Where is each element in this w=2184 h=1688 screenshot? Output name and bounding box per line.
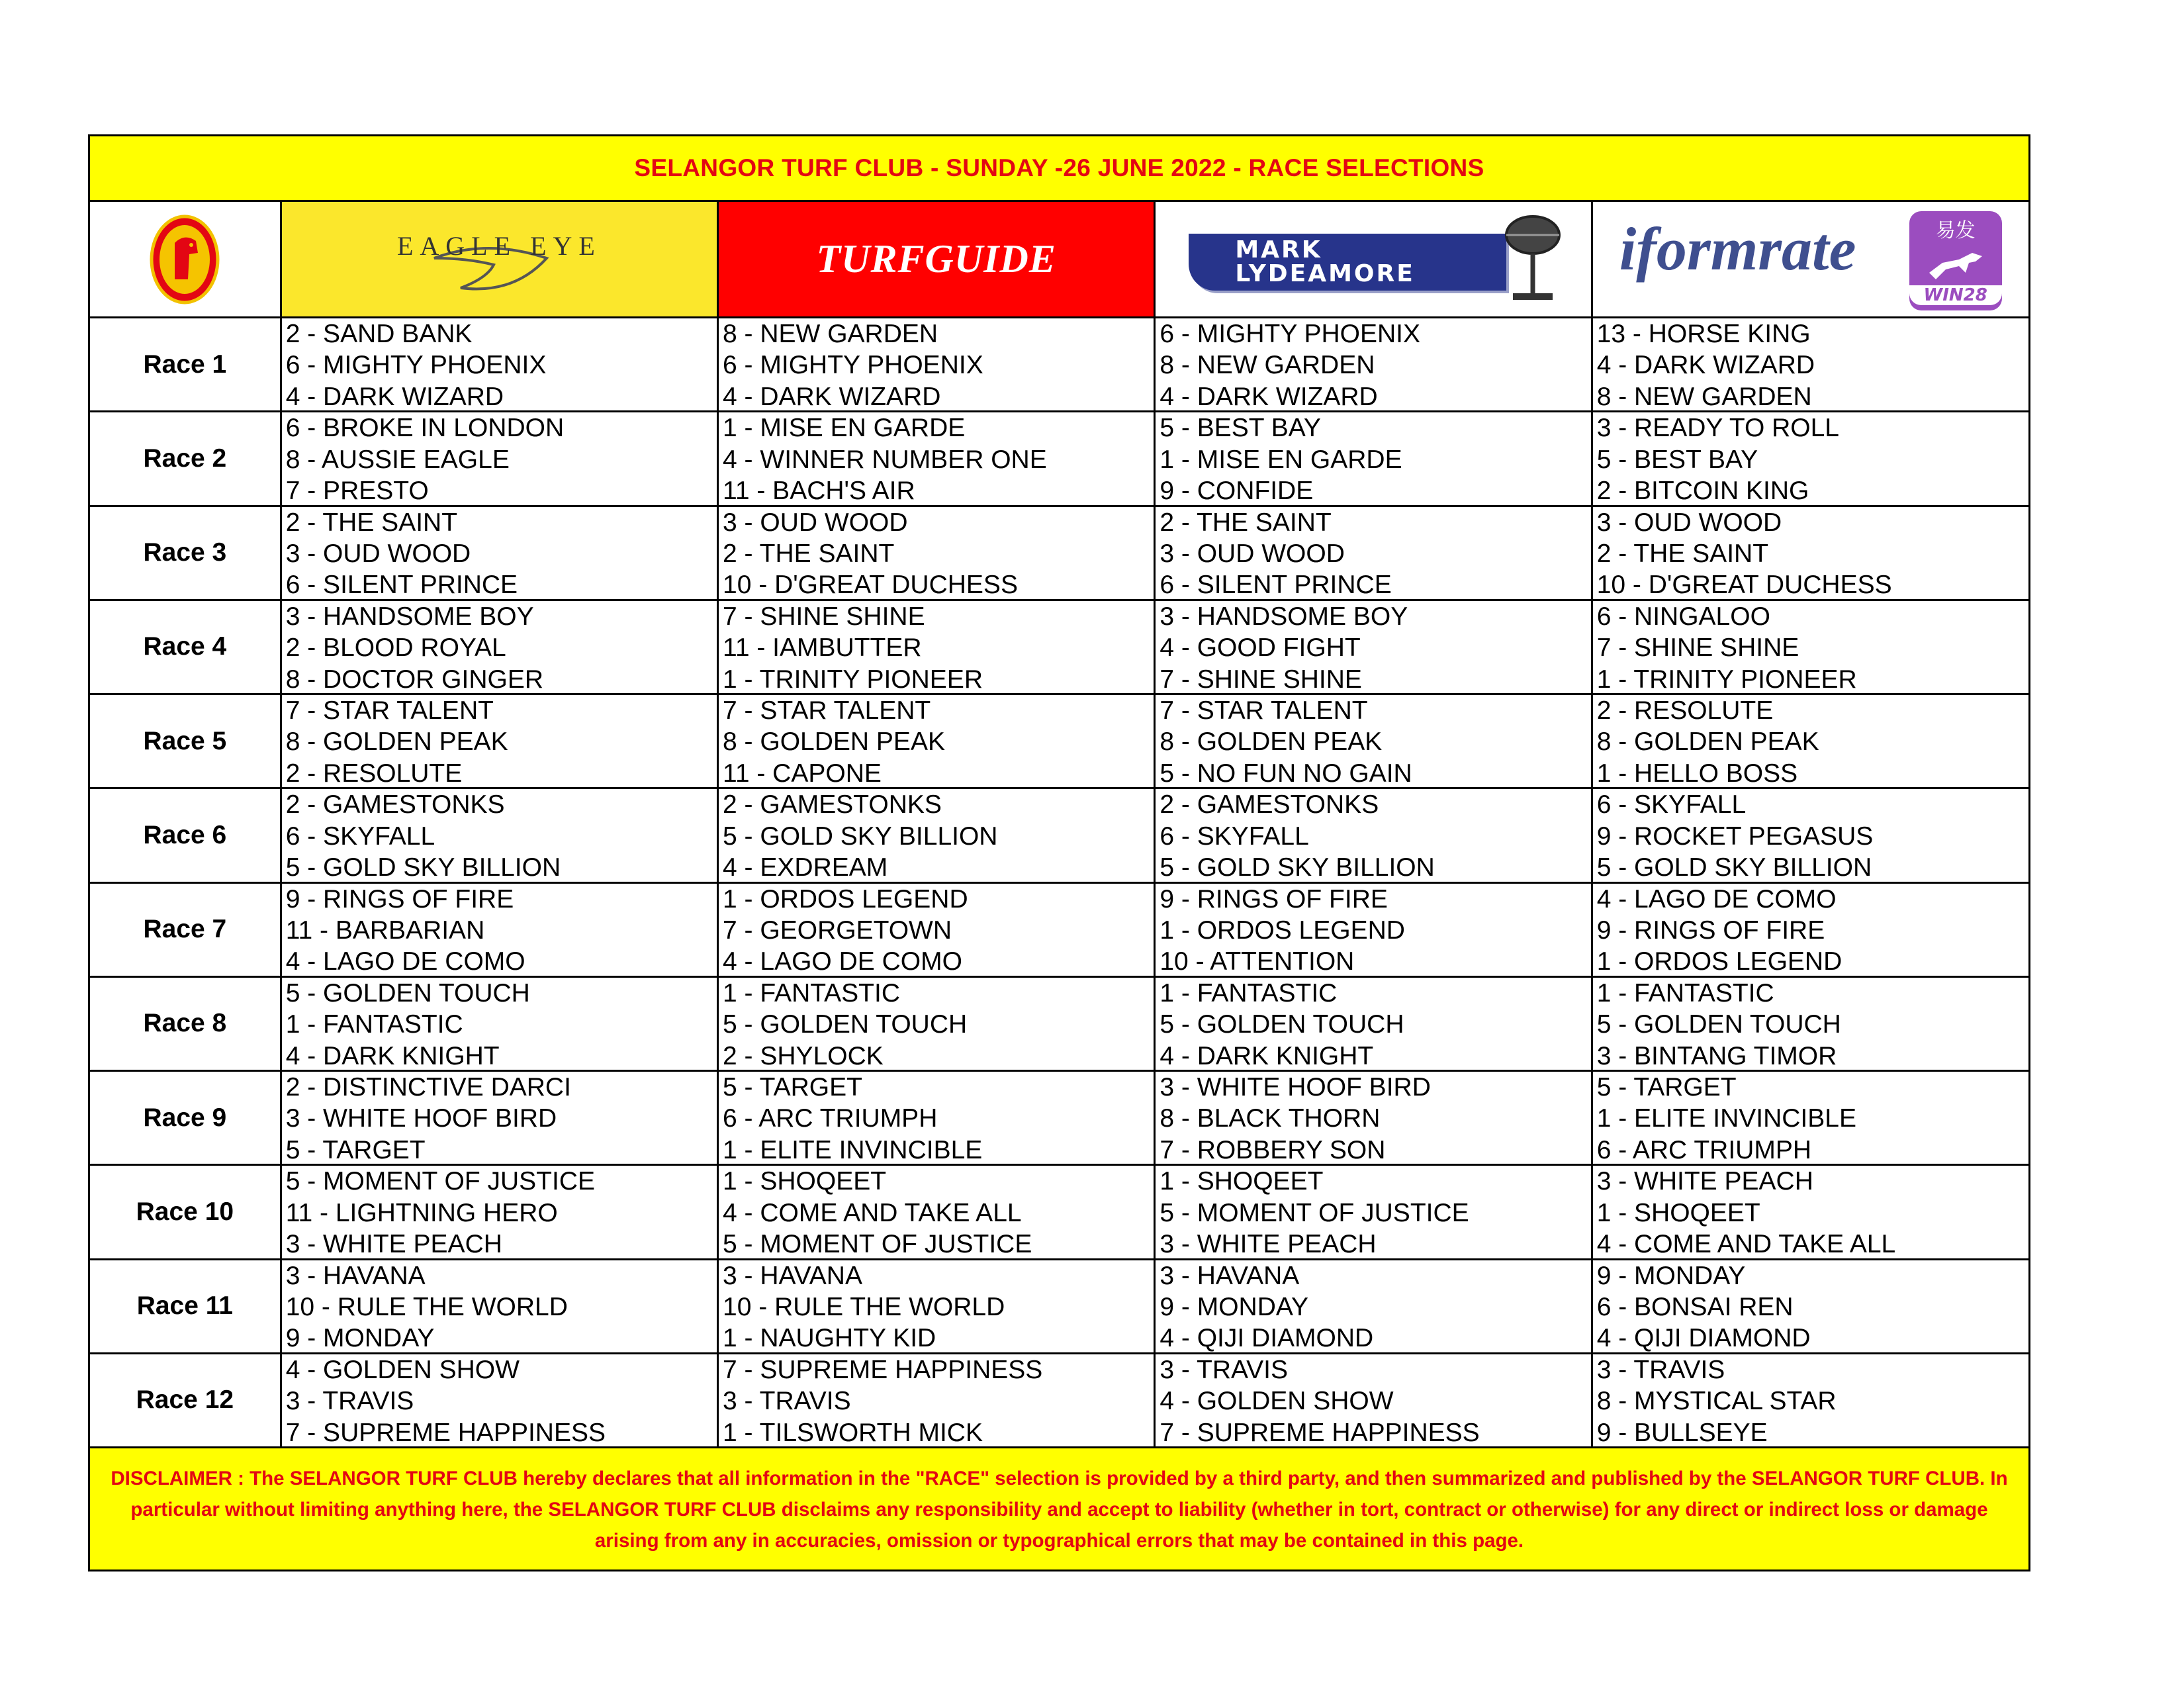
race-label: Race 9 bbox=[90, 1072, 282, 1164]
mark-selection-cell bbox=[1156, 1260, 1592, 1352]
horse-pick: 3 - TRAVIS bbox=[285, 1387, 414, 1416]
horse-pick: 9 - MONDAY bbox=[285, 1324, 435, 1352]
horse-pick: 6 - SKYFALL bbox=[285, 821, 435, 851]
horse-pick: 3 - HANDSOME BOY bbox=[285, 602, 534, 631]
race-label: Race 3 bbox=[90, 507, 282, 599]
horse-pick: 2 - RESOLUTE bbox=[1596, 696, 1774, 725]
horse-pick: 5 - GOLD SKY BILLION bbox=[1596, 853, 1872, 882]
horse-pick: 5 - MOMENT OF JUSTICE bbox=[723, 1230, 1032, 1258]
horse-pick: 2 - SAND BANK bbox=[285, 320, 473, 348]
horse-pick: 4 - EXDREAM bbox=[723, 853, 888, 882]
horse-pick: 1 - TRINITY PIONEER bbox=[1596, 665, 1857, 693]
horse-pick: 9 - MONDAY bbox=[1596, 1261, 1746, 1290]
horse-pick: 3 - OUD WOOD bbox=[285, 539, 471, 568]
horse-pick: 4 - DARK WIZARD bbox=[285, 382, 504, 411]
horse-pick: 1 - TRINITY PIONEER bbox=[723, 665, 983, 693]
horse-pick: 3 - TRAVIS bbox=[1596, 1355, 1725, 1384]
horse-pick: 7 - STAR TALENT bbox=[723, 696, 931, 725]
iform-selection-cell bbox=[1593, 1166, 2028, 1258]
win28-text: WIN28 bbox=[1909, 285, 2002, 305]
horse-pick: 4 - QIJI DIAMOND bbox=[1160, 1324, 1374, 1352]
horse-pick: 7 - PRESTO bbox=[285, 477, 429, 505]
iform-selection-cell bbox=[1593, 884, 2028, 976]
eagle-selection-cell bbox=[282, 412, 719, 504]
horse-pick: 5 - TARGET bbox=[723, 1073, 862, 1102]
disclaimer-text: DISCLAIMER : The SELANGOR TURF CLUB hereby declares that all information in the "RACE" selection is provided by a third party, and then summarized and published by the SELANGOR TURF CLUB. In particular without limiting anything here, the SELANGOR TURF CLUB disclaims any responsibility and accept to liability (whether in tort, contract or otherwise) for any direct or indirect loss or damage arising from any in accuracies, omission or typographical errors that may be contained in this page. bbox=[90, 1448, 2028, 1570]
horse-pick: 5 - BEST BAY bbox=[1160, 414, 1321, 443]
horse-pick: 3 - WHITE HOOF BIRD bbox=[1160, 1073, 1431, 1102]
horse-pick: 5 - GOLD SKY BILLION bbox=[285, 853, 561, 882]
horse-pick: 6 - BROKE IN LONDON bbox=[285, 414, 565, 443]
horse-pick: 5 - MOMENT OF JUSTICE bbox=[1160, 1198, 1469, 1227]
horse-pick: 8 - AUSSIE EAGLE bbox=[285, 445, 510, 474]
horse-pick: 5 - GOLD SKY BILLION bbox=[723, 821, 998, 851]
race-label: Race 2 bbox=[90, 412, 282, 504]
horse-pick: 9 - ROCKET PEGASUS bbox=[1596, 821, 1874, 851]
horse-pick: 9 - BULLSEYE bbox=[1596, 1418, 1768, 1446]
horse-pick: 5 - GOLD SKY BILLION bbox=[1160, 853, 1435, 882]
horse-pick: 10 - RULE THE WORLD bbox=[285, 1292, 568, 1321]
horse-pick: 10 - D'GREAT DUCHESS bbox=[1596, 571, 1892, 599]
horse-pick: 2 - GAMESTONKS bbox=[1160, 790, 1379, 820]
horse-pick: 3 - TRAVIS bbox=[1160, 1355, 1288, 1384]
horse-pick: 9 - MONDAY bbox=[1160, 1292, 1308, 1321]
horse-pick: 13 - HORSE KING bbox=[1596, 320, 1811, 348]
race-label: Race 4 bbox=[90, 601, 282, 693]
eagle-selection-cell bbox=[282, 1354, 719, 1446]
horse-pick: 3 - OUD WOOD bbox=[1160, 539, 1345, 568]
horse-pick: 6 - MIGHTY PHOENIX bbox=[285, 351, 547, 380]
mark-selection-cell bbox=[1156, 978, 1592, 1070]
horse-pick: 7 - STAR TALENT bbox=[1160, 696, 1368, 725]
horse-pick: 2 - SHYLOCK bbox=[723, 1041, 884, 1070]
horse-pick: 4 - GOOD FIGHT bbox=[1160, 633, 1361, 663]
mark-selection-cell bbox=[1156, 507, 1592, 599]
race-row bbox=[90, 884, 2028, 978]
horse-pick: 1 - MISE EN GARDE bbox=[723, 414, 966, 443]
horse-pick: 7 - SUPREME HAPPINESS bbox=[1160, 1418, 1480, 1446]
horse-pick: 1 - ELITE INVINCIBLE bbox=[1596, 1104, 1856, 1133]
horse-pick: 7 - SHINE SHINE bbox=[1160, 665, 1362, 693]
horse-pick: 6 - ARC TRIUMPH bbox=[1596, 1135, 1812, 1164]
horse-pick: 11 - BARBARIAN bbox=[285, 915, 485, 945]
race-row bbox=[90, 1260, 2028, 1354]
turfguide-logo-cell bbox=[719, 202, 1156, 316]
iform-selection-cell bbox=[1593, 601, 2028, 693]
mark-logo-line1: MARK bbox=[1235, 236, 1322, 263]
eagle-selection-cell bbox=[282, 1260, 719, 1352]
horse-jockey-icon bbox=[1919, 243, 1992, 283]
horse-pick: 2 - THE SAINT bbox=[285, 508, 458, 537]
eagle-eye-logo-text: EAGLE EYE bbox=[396, 231, 602, 261]
horse-pick: 4 - COME AND TAKE ALL bbox=[1596, 1230, 1896, 1258]
eagle-eye-logo-cell bbox=[282, 202, 719, 316]
turf-selection-cell bbox=[719, 507, 1156, 599]
horse-pick: 7 - ROBBERY SON bbox=[1160, 1135, 1386, 1164]
horse-pick: 4 - DARK WIZARD bbox=[1160, 382, 1378, 411]
horse-pick: 2 - RESOLUTE bbox=[285, 759, 463, 788]
iform-selection-cell bbox=[1593, 1072, 2028, 1164]
horse-pick: 3 - HAVANA bbox=[285, 1261, 426, 1290]
horse-pick: 11 - LIGHTNING HERO bbox=[285, 1198, 558, 1227]
mark-selection-cell bbox=[1156, 884, 1592, 976]
race-row bbox=[90, 1166, 2028, 1260]
horse-pick: 1 - ORDOS LEGEND bbox=[1160, 915, 1405, 945]
horse-pick: 9 - RINGS OF FIRE bbox=[1160, 884, 1388, 914]
horse-pick: 8 - GOLDEN PEAK bbox=[1160, 727, 1383, 757]
horse-pick: 5 - BEST BAY bbox=[1596, 445, 1758, 474]
race-label: Race 11 bbox=[90, 1260, 282, 1352]
horse-pick: 8 - DOCTOR GINGER bbox=[285, 665, 544, 693]
mark-selection-cell bbox=[1156, 1166, 1592, 1258]
horse-pick: 1 - MISE EN GARDE bbox=[1160, 445, 1402, 474]
iform-selection-cell bbox=[1593, 1260, 2028, 1352]
race-label: Race 7 bbox=[90, 884, 282, 976]
horse-pick: 9 - RINGS OF FIRE bbox=[285, 884, 514, 914]
race-row bbox=[90, 1354, 2028, 1448]
eagle-selection-cell bbox=[282, 884, 719, 976]
horse-pick: 4 - WINNER NUMBER ONE bbox=[723, 445, 1047, 474]
horse-pick: 3 - HANDSOME BOY bbox=[1160, 602, 1408, 631]
turfguide-logo-text: TURFGUIDE bbox=[816, 237, 1056, 281]
mark-selection-cell bbox=[1156, 318, 1592, 410]
horse-pick: 1 - TILSWORTH MICK bbox=[723, 1418, 983, 1446]
mark-selection-cell bbox=[1156, 789, 1592, 881]
iform-selection-cell bbox=[1593, 318, 2028, 410]
race-row bbox=[90, 789, 2028, 883]
horse-pick: 11 - IAMBUTTER bbox=[723, 633, 922, 663]
win28-badge bbox=[1909, 211, 2002, 310]
eagle-selection-cell bbox=[282, 507, 719, 599]
horse-pick: 5 - TARGET bbox=[1596, 1073, 1737, 1102]
horse-pick: 11 - CAPONE bbox=[723, 759, 882, 788]
race-row bbox=[90, 601, 2028, 695]
club-logo-cell bbox=[90, 202, 282, 316]
horse-pick: 3 - HAVANA bbox=[723, 1261, 862, 1290]
turf-selection-cell bbox=[719, 318, 1156, 410]
eagle-selection-cell bbox=[282, 1072, 719, 1164]
race-row bbox=[90, 695, 2028, 789]
race-label: Race 5 bbox=[90, 695, 282, 787]
horse-pick: 9 - CONFIDE bbox=[1160, 477, 1314, 505]
race-selections-sheet bbox=[88, 134, 2030, 1571]
eagle-selection-cell bbox=[282, 601, 719, 693]
horse-pick: 3 - WHITE PEACH bbox=[285, 1230, 502, 1258]
horse-pick: 7 - GEORGETOWN bbox=[723, 915, 952, 945]
horse-pick: 1 - SHOQEET bbox=[723, 1167, 887, 1196]
mark-selection-cell bbox=[1156, 695, 1592, 787]
horse-pick: 4 - DARK KNIGHT bbox=[285, 1041, 500, 1070]
horse-pick: 3 - OUD WOOD bbox=[723, 508, 908, 537]
horse-pick: 3 - TRAVIS bbox=[723, 1387, 851, 1416]
horse-pick: 8 - NEW GARDEN bbox=[1596, 382, 1812, 411]
horse-pick: 6 - SILENT PRINCE bbox=[285, 571, 518, 599]
horse-pick: 4 - GOLDEN SHOW bbox=[285, 1355, 520, 1384]
horse-pick: 7 - SHINE SHINE bbox=[723, 602, 925, 631]
horse-pick: 2 - BITCOIN KING bbox=[1596, 477, 1809, 505]
microphone-icon bbox=[1486, 209, 1572, 308]
race-label: Race 1 bbox=[90, 318, 282, 410]
horse-pick: 1 - FANTASTIC bbox=[285, 1010, 463, 1039]
horse-pick: 5 - GOLDEN TOUCH bbox=[1160, 1010, 1404, 1039]
race-row bbox=[90, 1072, 2028, 1166]
horse-pick: 1 - ELITE INVINCIBLE bbox=[723, 1135, 983, 1164]
horse-pick: 3 - WHITE PEACH bbox=[1160, 1230, 1377, 1258]
horse-pick: 4 - DARK WIZARD bbox=[1596, 351, 1815, 380]
horse-pick: 5 - GOLDEN TOUCH bbox=[285, 978, 530, 1008]
turf-selection-cell bbox=[719, 601, 1156, 693]
horse-pick: 1 - HELLO BOSS bbox=[1596, 759, 1798, 788]
horse-pick: 3 - WHITE PEACH bbox=[1596, 1167, 1813, 1196]
horse-pick: 5 - NO FUN NO GAIN bbox=[1160, 759, 1412, 788]
mark-selection-cell bbox=[1156, 1072, 1592, 1164]
horse-pick: 4 - COME AND TAKE ALL bbox=[723, 1198, 1022, 1227]
iform-selection-cell bbox=[1593, 978, 2028, 1070]
eagle-selection-cell bbox=[282, 789, 719, 881]
horse-pick: 3 - READY TO ROLL bbox=[1596, 414, 1839, 443]
turf-selection-cell bbox=[719, 1354, 1156, 1446]
horse-pick: 8 - BLACK THORN bbox=[1160, 1104, 1381, 1133]
horse-pick: 4 - LAGO DE COMO bbox=[723, 947, 962, 976]
horse-pick: 2 - THE SAINT bbox=[1160, 508, 1332, 537]
horse-pick: 8 - NEW GARDEN bbox=[723, 320, 938, 348]
horse-pick: 4 - DARK KNIGHT bbox=[1160, 1041, 1374, 1070]
mark-selection-cell bbox=[1156, 601, 1592, 693]
horse-pick: 11 - BACH'S AIR bbox=[723, 477, 915, 505]
horse-pick: 6 - MIGHTY PHOENIX bbox=[723, 351, 983, 380]
mark-lydeamore-banner bbox=[1189, 234, 1506, 291]
iformrate-logo-text: iformrate bbox=[1619, 215, 1856, 283]
horse-pick: 3 - BINTANG TIMOR bbox=[1596, 1041, 1837, 1070]
horse-pick: 1 - ORDOS LEGEND bbox=[723, 884, 968, 914]
horse-pick: 9 - RINGS OF FIRE bbox=[1596, 915, 1825, 945]
turf-selection-cell bbox=[719, 1166, 1156, 1258]
horse-pick: 5 - GOLDEN TOUCH bbox=[723, 1010, 968, 1039]
club-crest-icon bbox=[148, 213, 221, 306]
horse-pick: 10 - RULE THE WORLD bbox=[723, 1292, 1005, 1321]
horse-pick: 7 - SUPREME HAPPINESS bbox=[723, 1355, 1043, 1384]
page-title: SELANGOR TURF CLUB - SUNDAY -26 JUNE 2022 - RACE SELECTIONS bbox=[90, 136, 2028, 202]
horse-pick: 8 - NEW GARDEN bbox=[1160, 351, 1375, 380]
horse-pick: 2 - THE SAINT bbox=[723, 539, 895, 568]
turf-selection-cell bbox=[719, 789, 1156, 881]
horse-pick: 3 - WHITE HOOF BIRD bbox=[285, 1104, 557, 1133]
horse-pick: 4 - DARK WIZARD bbox=[723, 382, 941, 411]
mark-logo-line2: LYDEAMORE bbox=[1235, 260, 1415, 287]
mark-lydeamore-logo-cell bbox=[1156, 202, 1592, 316]
horse-pick: 4 - GOLDEN SHOW bbox=[1160, 1387, 1394, 1416]
horse-pick: 4 - LAGO DE COMO bbox=[285, 947, 525, 976]
horse-pick: 6 - MIGHTY PHOENIX bbox=[1160, 320, 1421, 348]
eagle-selection-cell bbox=[282, 695, 719, 787]
iform-selection-cell bbox=[1593, 412, 2028, 504]
horse-pick: 1 - FANTASTIC bbox=[723, 978, 901, 1008]
horse-pick: 6 - SILENT PRINCE bbox=[1160, 571, 1392, 599]
horse-pick: 6 - SKYFALL bbox=[1596, 790, 1747, 820]
tipster-logo-row bbox=[90, 202, 2028, 318]
turf-selection-cell bbox=[719, 1072, 1156, 1164]
horse-pick: 1 - SHOQEET bbox=[1596, 1198, 1760, 1227]
race-row bbox=[90, 412, 2028, 506]
horse-pick: 8 - GOLDEN PEAK bbox=[285, 727, 508, 757]
horse-pick: 5 - TARGET bbox=[285, 1135, 426, 1164]
mark-selection-cell bbox=[1156, 412, 1592, 504]
horse-pick: 2 - BLOOD ROYAL bbox=[285, 633, 506, 663]
horse-pick: 10 - D'GREAT DUCHESS bbox=[723, 571, 1018, 599]
win28-cn-text: 易发 bbox=[1935, 219, 1976, 242]
horse-pick: 6 - BONSAI REN bbox=[1596, 1292, 1794, 1321]
horse-pick: 4 - LAGO DE COMO bbox=[1596, 884, 1837, 914]
horse-pick: 8 - GOLDEN PEAK bbox=[1596, 727, 1819, 757]
race-row bbox=[90, 318, 2028, 412]
turf-selection-cell bbox=[719, 978, 1156, 1070]
mark-selection-cell bbox=[1156, 1354, 1592, 1446]
horse-pick: 5 - GOLDEN TOUCH bbox=[1596, 1010, 1841, 1039]
horse-pick: 1 - NAUGHTY KID bbox=[723, 1324, 936, 1352]
turf-selection-cell bbox=[719, 1260, 1156, 1352]
horse-pick: 1 - ORDOS LEGEND bbox=[1596, 947, 1843, 976]
eagle-selection-cell bbox=[282, 1166, 719, 1258]
race-row bbox=[90, 978, 2028, 1072]
iform-selection-cell bbox=[1593, 789, 2028, 881]
race-label: Race 10 bbox=[90, 1166, 282, 1258]
horse-pick: 6 - NINGALOO bbox=[1596, 602, 1770, 631]
horse-pick: 8 - GOLDEN PEAK bbox=[723, 727, 945, 757]
horse-pick: 7 - SHINE SHINE bbox=[1596, 633, 1799, 663]
iform-selection-cell bbox=[1593, 695, 2028, 787]
horse-pick: 1 - SHOQEET bbox=[1160, 1167, 1324, 1196]
horse-pick: 6 - SKYFALL bbox=[1160, 821, 1309, 851]
race-label: Race 8 bbox=[90, 978, 282, 1070]
turf-selection-cell bbox=[719, 695, 1156, 787]
eagle-selection-cell bbox=[282, 318, 719, 410]
turf-selection-cell bbox=[719, 884, 1156, 976]
horse-pick: 5 - MOMENT OF JUSTICE bbox=[285, 1167, 595, 1196]
race-row bbox=[90, 507, 2028, 601]
horse-pick: 1 - FANTASTIC bbox=[1596, 978, 1774, 1008]
eagle-selection-cell bbox=[282, 978, 719, 1070]
horse-pick: 3 - HAVANA bbox=[1160, 1261, 1300, 1290]
race-label: Race 6 bbox=[90, 789, 282, 881]
turf-selection-cell bbox=[719, 412, 1156, 504]
horse-pick: 8 - MYSTICAL STAR bbox=[1596, 1387, 1837, 1416]
horse-pick: 7 - STAR TALENT bbox=[285, 696, 494, 725]
race-table bbox=[90, 318, 2028, 1448]
horse-pick: 1 - FANTASTIC bbox=[1160, 978, 1338, 1008]
horse-pick: 4 - QIJI DIAMOND bbox=[1596, 1324, 1811, 1352]
horse-pick: 10 - ATTENTION bbox=[1160, 947, 1355, 976]
horse-pick: 2 - GAMESTONKS bbox=[723, 790, 942, 820]
horse-pick: 3 - OUD WOOD bbox=[1596, 508, 1782, 537]
iform-selection-cell bbox=[1593, 1354, 2028, 1446]
race-label: Race 12 bbox=[90, 1354, 282, 1446]
horse-pick: 2 - GAMESTONKS bbox=[285, 790, 505, 820]
iformrate-logo-cell bbox=[1593, 202, 2028, 316]
horse-pick: 2 - THE SAINT bbox=[1596, 539, 1769, 568]
iform-selection-cell bbox=[1593, 507, 2028, 599]
horse-pick: 2 - DISTINCTIVE DARCI bbox=[285, 1073, 571, 1102]
horse-pick: 7 - SUPREME HAPPINESS bbox=[285, 1418, 606, 1446]
horse-pick: 6 - ARC TRIUMPH bbox=[723, 1104, 938, 1133]
